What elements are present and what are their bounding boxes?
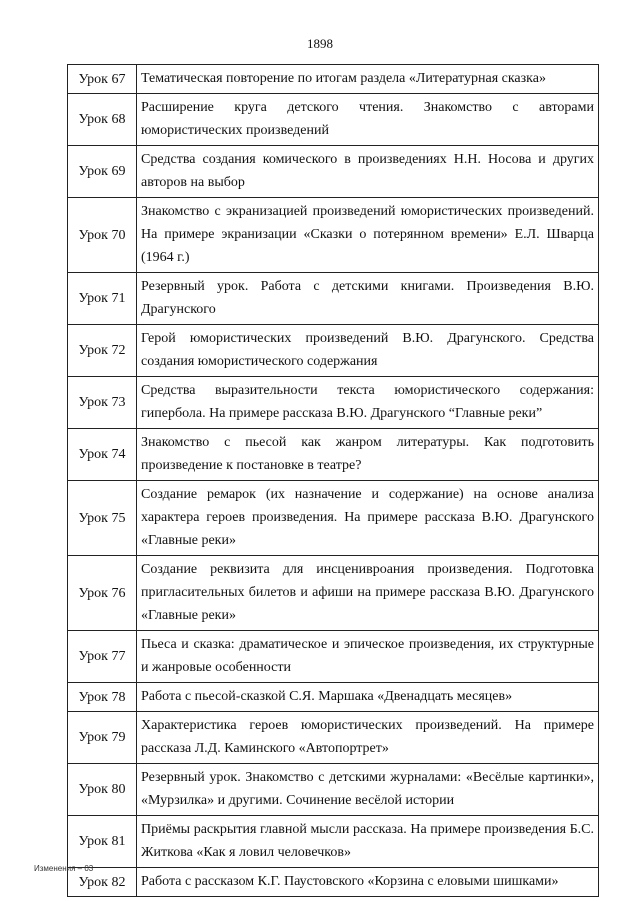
lesson-row (68, 712, 599, 764)
lesson-topic: Знакомство с пьесой как жанром литературы. Как подготовить произведение к постановке в театре? (137, 429, 599, 481)
lesson-topic: Расширение круга детского чтения. Знакомство с авторами юмористических произведений (137, 94, 599, 146)
lesson-number: Урок 69 (68, 146, 137, 198)
lesson-topic: Резервный урок. Работа с детскими книгами. Произведения В.Ю. Драгунского (137, 273, 599, 325)
lesson-number: Урок 67 (68, 65, 137, 94)
lesson-number: Урок 82 (68, 868, 137, 897)
lesson-row (68, 631, 599, 683)
lesson-topic: Пьеса и сказка: драматическое и эпическое произведения, их структурные и жанровые особенности (137, 631, 599, 683)
lesson-row (68, 273, 599, 325)
lesson-topic: Тематическая повторение по итогам раздела «Литературная сказка» (137, 65, 599, 94)
lesson-number: Урок 70 (68, 198, 137, 273)
lessons-table (67, 64, 599, 897)
lesson-row (68, 94, 599, 146)
lessons-table-body (68, 65, 599, 897)
lesson-row (68, 429, 599, 481)
lesson-number: Урок 81 (68, 816, 137, 868)
lesson-topic: Знакомство с экранизацией произведений юмористических произведений. На примере экранизации «Сказки о потерянном времени» Е.Л. Шварца (1964 г.) (137, 198, 599, 273)
lesson-row (68, 146, 599, 198)
lesson-topic: Работа с рассказом К.Г. Паустовского «Корзина с еловыми шишками» (137, 868, 599, 897)
lesson-topic: Создание ремарок (их назначение и содержание) на основе анализа характера героев произведения. На примере рассказа В.Ю. Драгунского «Главные реки» (137, 481, 599, 556)
lesson-row (68, 683, 599, 712)
lesson-number: Урок 78 (68, 683, 137, 712)
lesson-row (68, 325, 599, 377)
lesson-number: Урок 76 (68, 556, 137, 631)
lesson-row (68, 556, 599, 631)
lesson-number: Урок 80 (68, 764, 137, 816)
lesson-number: Урок 79 (68, 712, 137, 764)
lesson-topic: Работа с пьесой-сказкой С.Я. Маршака «Двенадцать месяцев» (137, 683, 599, 712)
lesson-topic: Герой юмористических произведений В.Ю. Драгунского. Средства создания юмористического содержания (137, 325, 599, 377)
lesson-topic: Приёмы раскрытия главной мысли рассказа. На примере произведения Б.С. Житкова «Как я ловил человечков» (137, 816, 599, 868)
footer-note: Изменения – 03 (34, 864, 94, 873)
lesson-topic: Средства создания комического в произведениях Н.Н. Носова и других авторов на выбор (137, 146, 599, 198)
lesson-row (68, 816, 599, 868)
lesson-topic: Создание реквизита для инсценивроания произведения. Подготовка пригласительных билетов и афиши на примере рассказа В.Ю. Драгунского «Главные реки» (137, 556, 599, 631)
lesson-number: Урок 71 (68, 273, 137, 325)
lesson-topic: Резервный урок. Знакомство с детскими журналами: «Весёлые картинки», «Мурзилка» и другими. Сочинение весёлой истории (137, 764, 599, 816)
lesson-number: Урок 73 (68, 377, 137, 429)
lesson-row (68, 65, 599, 94)
lesson-row (68, 198, 599, 273)
lesson-number: Урок 72 (68, 325, 137, 377)
lesson-row (68, 481, 599, 556)
lesson-number: Урок 77 (68, 631, 137, 683)
lesson-number: Урок 74 (68, 429, 137, 481)
lesson-topic: Средства выразительности текста юмористического содержания: гипербола. На примере рассказа В.Ю. Драгунского “Главные реки” (137, 377, 599, 429)
lesson-row (68, 377, 599, 429)
lesson-topic: Характеристика героев юмористических произведений. На примере рассказа Л.Д. Каминского «Автопортрет» (137, 712, 599, 764)
lesson-row (68, 764, 599, 816)
page-number: 1898 (307, 36, 333, 51)
lesson-number: Урок 75 (68, 481, 137, 556)
lesson-number: Урок 68 (68, 94, 137, 146)
lesson-row (68, 868, 599, 897)
